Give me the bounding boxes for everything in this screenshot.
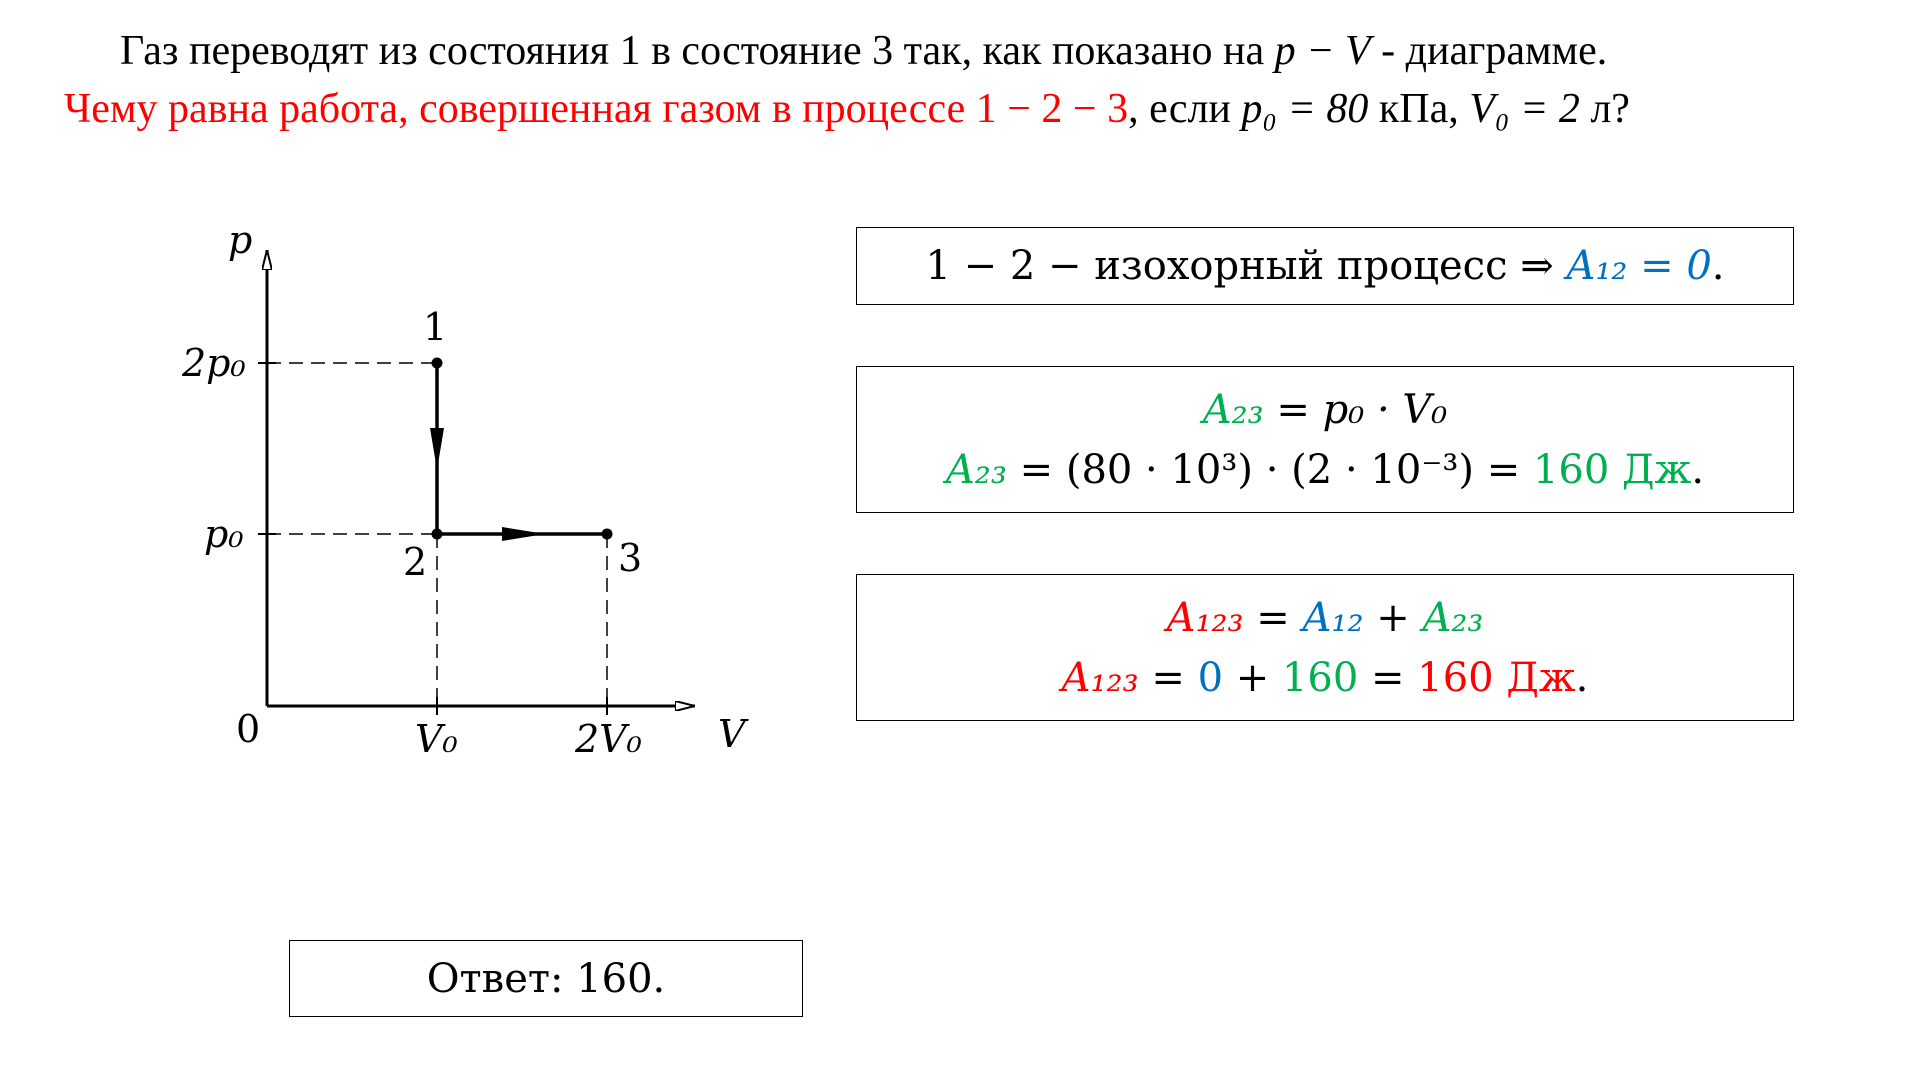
problem-line-1: Газ переводят из состояния 1 в состояние 3 так, как показано на p − V - диаграмме.	[120, 28, 1608, 74]
process-label: 1 − 2 − 3	[975, 86, 1129, 132]
a12-result: A₁₂ = 0	[1566, 243, 1712, 289]
question-text: Чему равна работа, совершенная газом в процессе	[64, 86, 976, 132]
tick-label-p0: p₀	[204, 512, 244, 556]
pv-label: p − V	[1274, 28, 1371, 74]
tick-label-2p0: 2p₀	[182, 341, 246, 385]
tick-label-v0: V₀	[415, 717, 458, 761]
arrow-2-3	[502, 527, 545, 541]
state-point-2	[432, 529, 443, 540]
problem-question: Чему равна работа, совершенная газом в процессе 1 − 2 − 3, если p₀ = 80 кПа, V₀ = 2 л?	[64, 86, 1630, 132]
answer-box	[289, 940, 803, 1017]
total-work-box	[856, 574, 1794, 721]
v0-value: V₀ = 2	[1469, 86, 1580, 132]
process-path	[437, 363, 607, 534]
axis-label-p: p	[228, 218, 253, 262]
point-label-1: 1	[423, 305, 448, 349]
tick-label-2v0: 2V₀	[575, 717, 642, 761]
a123-formula: A₁₂₃ = A₁₂ + A₂₃	[1166, 594, 1484, 641]
a123-calculation: A₁₂₃ = 0 + 160 = 160 Дж.	[1061, 654, 1589, 701]
a23-calculation: A₂₃ = (80 · 10³) · (2 · 10⁻³) = 160 Дж.	[945, 446, 1705, 493]
state-point-1	[432, 358, 443, 369]
a23-result: 160 Дж	[1532, 446, 1692, 493]
a123-result: 160 Дж	[1417, 654, 1576, 701]
p0-value: p₀ = 80	[1241, 86, 1369, 132]
isobaric-work-box	[856, 366, 1794, 513]
isochoric-statement: 1 − 2 − изохорный процесс ⇒	[925, 243, 1567, 289]
answer-text: Ответ: 160.	[426, 955, 666, 1002]
point-label-3: 3	[618, 536, 643, 580]
isochoric-box: 1 − 2 − изохорный процесс ⇒ A₁₂ = 0.	[856, 227, 1794, 305]
origin-label: 0	[236, 707, 261, 751]
a23-formula: A₂₃ = p₀ · V₀	[1202, 386, 1448, 433]
arrow-1-2	[430, 428, 444, 470]
state-point-3	[602, 529, 613, 540]
point-label-2: 2	[403, 540, 428, 584]
axis-label-v: V	[718, 712, 746, 756]
